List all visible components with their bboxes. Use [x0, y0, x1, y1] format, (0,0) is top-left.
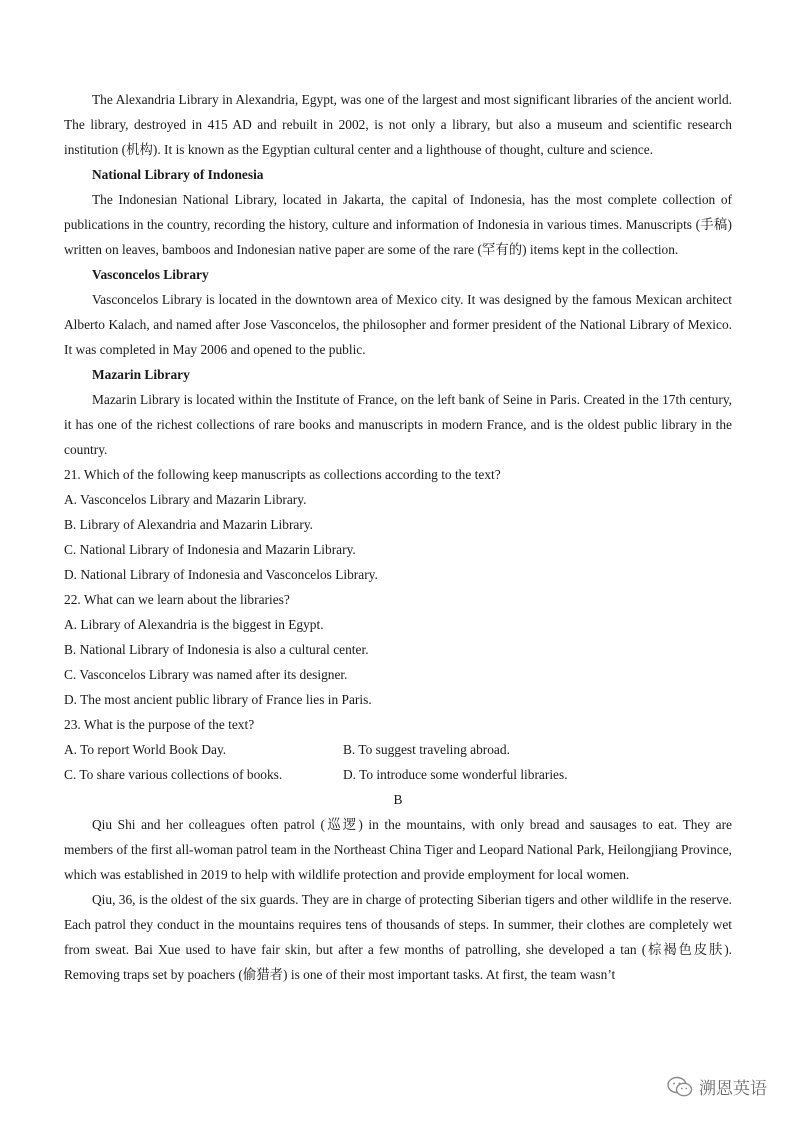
watermark — [667, 1074, 767, 1099]
q21-option-b: B. Library of Alexandria and Mazarin Library. — [64, 517, 313, 532]
passage-b-paragraph-2: Qiu, 36, is the oldest of the six guards. They are in charge of protecting Siberian tigers and other wildlife in the reserve. Each patrol they conduct in the mountains requires tens of thousands of steps. In summer, their clothes are completely wet from sweat. Bai Xue used to have fair skin, but after a few months of patrolling, she developed a tan (棕褐色皮肤). Removing traps set by poachers (偷猎者) is one of their most important tasks. At first, the team wasn’t — [64, 892, 732, 982]
q23-option-d: D. To introduce some wonderful libraries. — [343, 767, 568, 782]
q23-options-row-2 — [64, 762, 732, 787]
document-page — [64, 87, 732, 987]
question-23: 23. What is the purpose of the text? — [64, 717, 255, 732]
q23-option-c: C. To share various collections of books. — [64, 767, 283, 782]
passage-b-paragraph-1: Qiu Shi and her colleagues often patrol (巡逻) in the mountains, with only bread and sausages to eat. They are members of the first all-woman patrol team in the Northeast China Tiger and Leopard National Park, Heilongjiang Province, which was established in 2019 to help with wildlife protection and provide employment for local women. — [64, 817, 732, 882]
q21-option-d: D. National Library of Indonesia and Vasconcelos Library. — [64, 567, 378, 582]
vasconcelos-paragraph: Vasconcelos Library is located in the downtown area of Mexico city. It was designed by the famous Mexican architect Alberto Kalach, and named after Jose Vasconcelos, the philosopher and former president of the National Library of Mexico. It was completed in May 2006 and opened to the public. — [64, 292, 732, 357]
watermark-text: 溯恩英语 — [699, 1079, 767, 1099]
q23-option-b: B. To suggest traveling abroad. — [343, 742, 510, 757]
q22-option-a: A. Library of Alexandria is the biggest in Egypt. — [64, 617, 324, 632]
mazarin-paragraph: Mazarin Library is located within the Institute of France, on the left bank of Seine in Paris. Created in the 17th century, it has one of the richest collections of rare books and manuscripts in modern France, and is the oldest public library in the country. — [64, 392, 732, 457]
q21-option-a: A. Vasconcelos Library and Mazarin Library. — [64, 492, 307, 507]
question-22: 22. What can we learn about the libraries? — [64, 592, 290, 607]
mazarin-heading: Mazarin Library — [92, 367, 190, 382]
indonesia-paragraph: The Indonesian National Library, located in Jakarta, the capital of Indonesia, has the most complete collection of publications in the country, recording the history, culture and information of Indonesia in various times. Manuscripts (手稿) written on leaves, bamboos and Indonesian native paper are some of the rare (罕有的) items kept in the collection. — [64, 192, 732, 257]
question-21: 21. Which of the following keep manuscripts as collections according to the text? — [64, 467, 501, 482]
q22-option-b: B. National Library of Indonesia is also a cultural center. — [64, 642, 369, 657]
section-b-label: B — [393, 792, 403, 807]
q22-option-d: D. The most ancient public library of France lies in Paris. — [64, 692, 372, 707]
q23-options-row-1 — [64, 737, 732, 762]
q22-option-c: C. Vasconcelos Library was named after its designer. — [64, 667, 348, 682]
vasconcelos-heading: Vasconcelos Library — [92, 267, 209, 282]
indonesia-heading: National Library of Indonesia — [92, 167, 264, 182]
q21-option-c: C. National Library of Indonesia and Mazarin Library. — [64, 542, 356, 557]
alexandria-paragraph: The Alexandria Library in Alexandria, Egypt, was one of the largest and most significant libraries of the ancient world. The library, destroyed in 415 AD and rebuilt in 2002, is not only a library, but also a museum and scientific research institution (机构). It is known as the Egyptian cultural center and a lighthouse of thought, culture and science. — [64, 92, 732, 157]
wechat-icon — [667, 1076, 693, 1098]
q23-option-a: A. To report World Book Day. — [64, 742, 227, 757]
